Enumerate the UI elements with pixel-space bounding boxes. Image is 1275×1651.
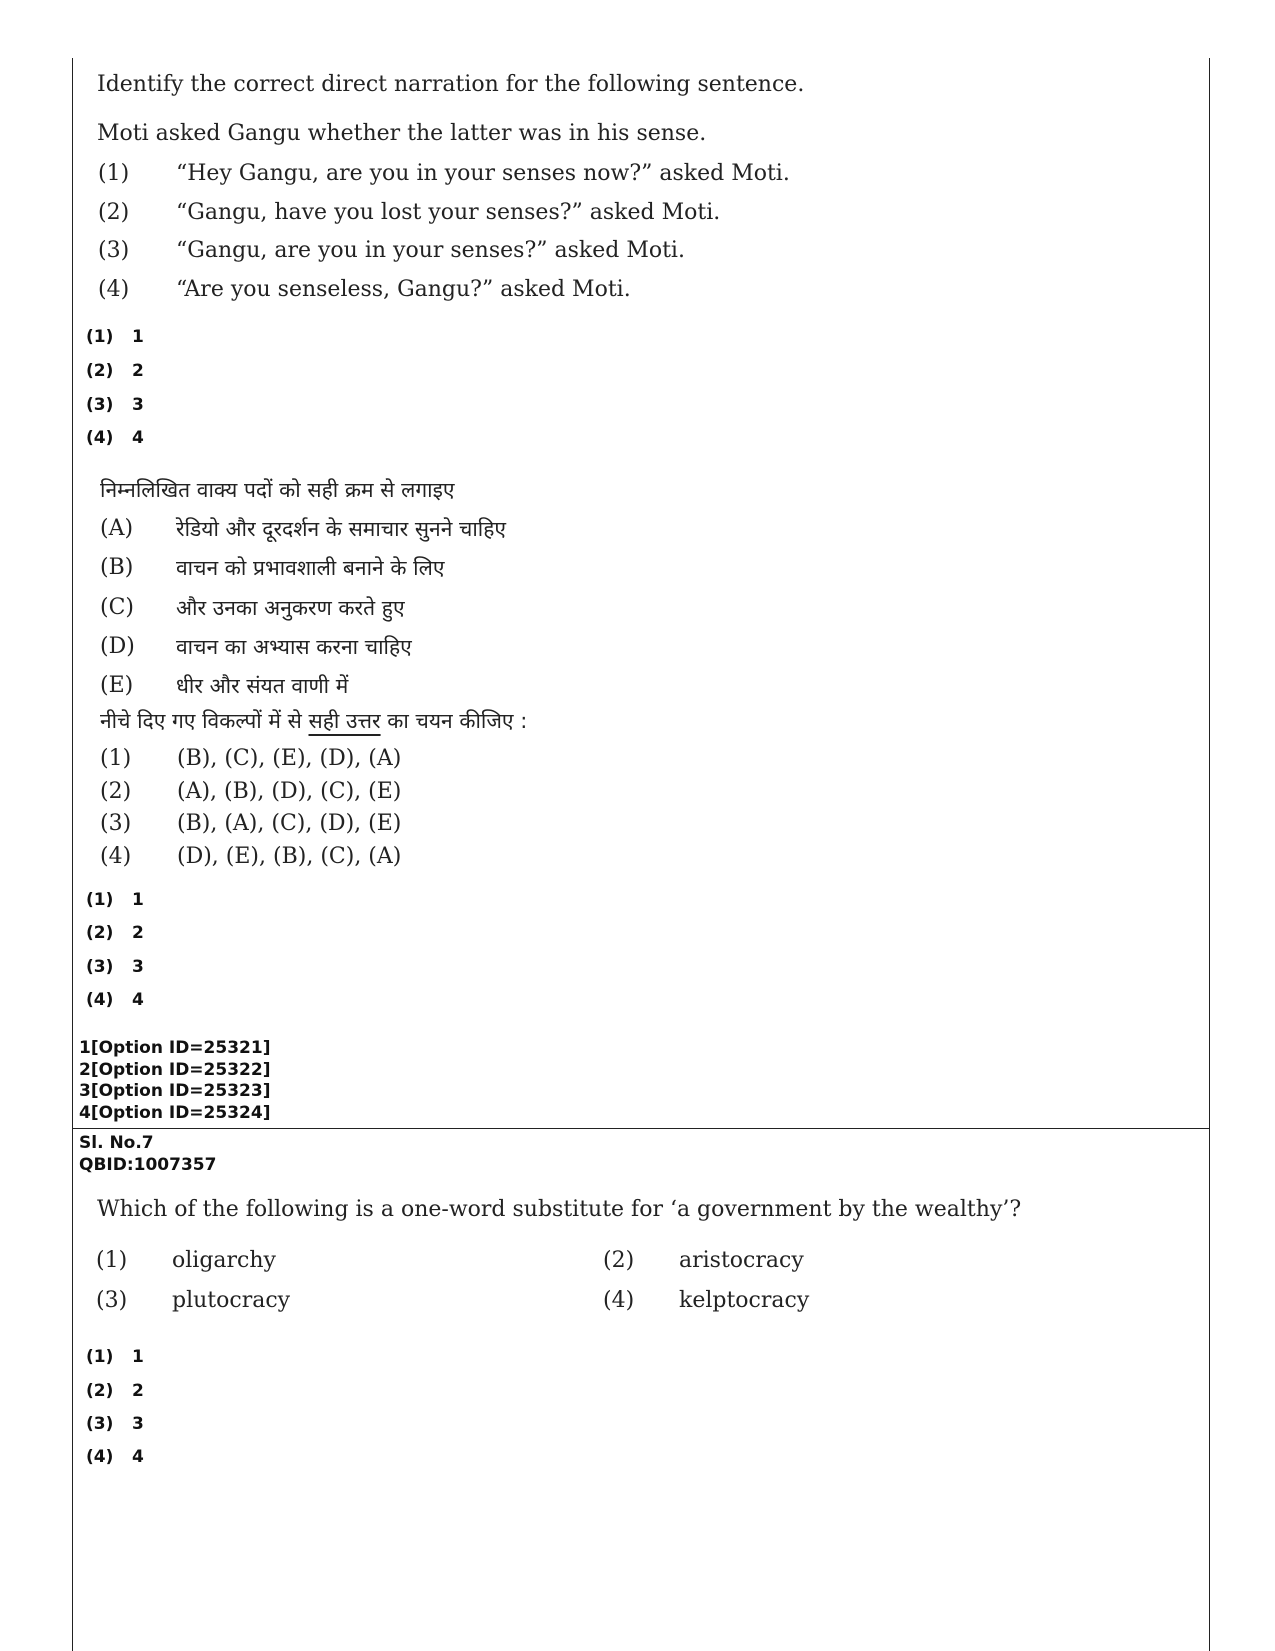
answer-choice[interactable] (86, 1447, 144, 1467)
answer-choice[interactable] (86, 395, 144, 415)
qbid: QBID:1007357 (79, 1154, 217, 1175)
answer-choice[interactable] (86, 361, 144, 381)
option-number: (1) (100, 746, 132, 771)
right-border (1209, 58, 1210, 1651)
option-text: (B), (C), (E), (D), (A) (177, 746, 402, 771)
answer-value: 4 (132, 1447, 144, 1467)
item-label: (A) (100, 516, 134, 541)
option-text: (D), (E), (B), (C), (A) (177, 844, 402, 869)
answer-choice[interactable] (86, 327, 144, 347)
option-id-list (79, 1038, 270, 1124)
answer-choice[interactable] (86, 1381, 144, 1401)
answer-value: 1 (132, 327, 144, 347)
answer-value: 2 (132, 923, 144, 943)
answer-number: (4) (86, 428, 114, 448)
choose-suffix: का चयन कीजिए : (380, 709, 528, 733)
serial-number: Sl. No.7 (79, 1133, 154, 1153)
option-number: (4) (100, 844, 132, 869)
answer-number: (4) (86, 1447, 114, 1467)
answer-value: 3 (132, 395, 144, 415)
answer-value: 2 (132, 361, 144, 381)
answer-number: (3) (86, 957, 114, 977)
option-text: plutocracy (172, 1288, 291, 1313)
item-label: (B) (100, 555, 134, 580)
item-label: (C) (100, 595, 134, 620)
option-text: “Hey Gangu, are you in your senses now?” asked Moti. (176, 161, 790, 186)
item-text: और उनका अनुकरण करते हुए (176, 596, 405, 620)
question-instruction: Identify the correct direct narration for the following sentence. (97, 72, 805, 97)
option-id: 1[Option ID=25321] (79, 1038, 271, 1058)
option-number: (3) (98, 238, 130, 263)
answer-number: (4) (86, 990, 114, 1010)
question-text: Which of the following is a one-word substitute for ‘a government by the wealthy’? (97, 1197, 1022, 1222)
answer-value: 4 (132, 428, 144, 448)
option-number: (2) (100, 779, 132, 804)
option-text: (A), (B), (D), (C), (E) (177, 779, 402, 804)
answer-choice[interactable] (86, 990, 144, 1010)
answer-choice[interactable] (86, 890, 144, 910)
answer-value: 3 (132, 957, 144, 977)
answer-choice[interactable] (86, 428, 144, 448)
option-text: kelptocracy (679, 1288, 810, 1313)
option-id: 2[Option ID=25322] (79, 1059, 271, 1080)
option-text: (B), (A), (C), (D), (E) (177, 811, 402, 836)
option-text: oligarchy (172, 1248, 276, 1273)
answer-number: (3) (86, 1414, 114, 1434)
answer-value: 4 (132, 990, 144, 1010)
option-number: (3) (100, 811, 132, 836)
hindi-instruction: निम्नलिखित वाक्य पदों को सही क्रम से लगाइए (100, 478, 455, 502)
option-text: “Are you senseless, Gangu?” asked Moti. (176, 277, 631, 302)
option-number: (2) (98, 200, 130, 225)
answer-number: (2) (86, 1381, 114, 1401)
hindi-choose-line (100, 707, 527, 735)
question-meta (79, 1133, 216, 1176)
option-number: (4) (98, 277, 130, 302)
item-text: रेडियो और दूरदर्शन के समाचार सुनने चाहिए (176, 517, 506, 541)
option-number: (3) (96, 1288, 128, 1313)
choose-prefix: नीचे दिए गए विकल्पों में से (100, 709, 309, 733)
option-text: “Gangu, are you in your senses?” asked Moti. (176, 238, 685, 263)
choose-underlined: सही उत्तर (308, 709, 381, 733)
option-number: (1) (98, 161, 130, 186)
left-border (72, 58, 73, 1651)
option-text: “Gangu, have you lost your senses?” asked Moti. (176, 200, 721, 225)
option-text: aristocracy (679, 1248, 804, 1273)
answer-value: 1 (132, 890, 144, 910)
answer-choice[interactable] (86, 923, 144, 943)
item-label: (E) (100, 673, 134, 698)
answer-number: (2) (86, 361, 114, 381)
answer-value: 1 (132, 1347, 144, 1367)
answer-number: (1) (86, 327, 114, 347)
answer-number: (1) (86, 1347, 114, 1367)
answer-choice[interactable] (86, 957, 144, 977)
option-number: (2) (603, 1248, 635, 1273)
item-text: वाचन को प्रभावशाली बनाने के लिए (176, 556, 445, 580)
option-id: 3[Option ID=25323] (79, 1081, 271, 1101)
item-label: (D) (100, 634, 135, 659)
answer-choice[interactable] (86, 1414, 144, 1434)
answer-number: (3) (86, 395, 114, 415)
item-text: धीर और संयत वाणी में (176, 674, 349, 698)
question-sentence: Moti asked Gangu whether the latter was in his sense. (97, 121, 707, 146)
answer-choice[interactable] (86, 1347, 144, 1367)
question-divider (72, 1128, 1210, 1129)
answer-value: 2 (132, 1381, 144, 1401)
answer-value: 3 (132, 1414, 144, 1434)
option-number: (1) (96, 1248, 128, 1273)
answer-number: (1) (86, 890, 114, 910)
item-text: वाचन का अभ्यास करना चाहिए (176, 635, 412, 659)
option-number: (4) (603, 1288, 635, 1313)
answer-number: (2) (86, 923, 114, 943)
option-id: 4[Option ID=25324] (79, 1102, 271, 1123)
